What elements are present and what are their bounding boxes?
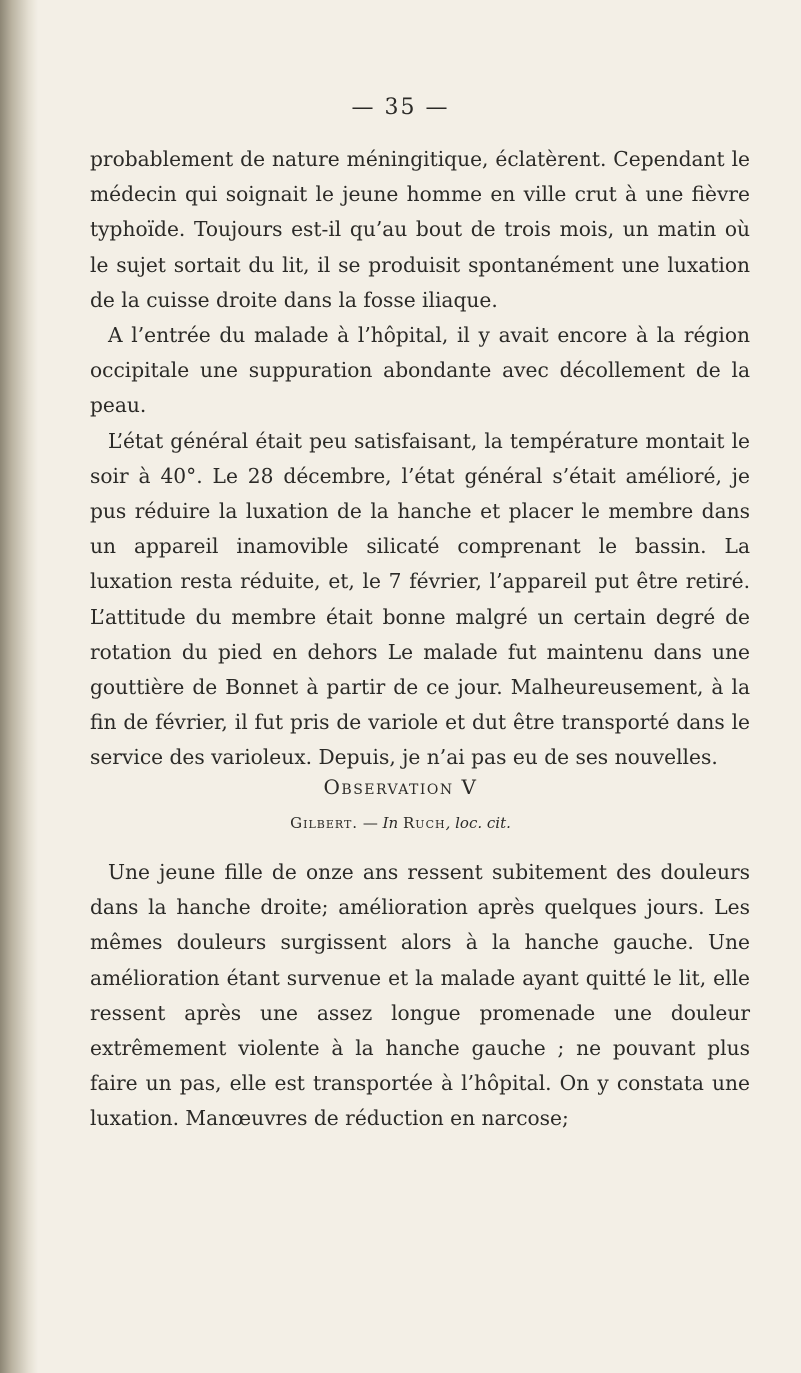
text-section-1 xyxy=(90,142,750,776)
reference-prefix: In xyxy=(382,814,399,832)
page-edge-shadow xyxy=(0,0,38,1373)
paragraph-4: Une jeune fille de onze ans ressent subitement des douleurs dans la hanche droite; amélioration après quelques jours. Les mêmes douleurs surgissent alors à la hanche gauche. Une amélioration étant survenue et la malade ayant quitté le lit, elle ressent après une assez longue promenade une douleur extrêmement violente à la hanche gauche ; ne pouvant plus faire un pas, elle est transportée à l’hôpital. On y constata une luxation. Manœuvres de réduction en narcose; xyxy=(90,860,750,1131)
paragraph-3: L’état général était peu satisfaisant, la température montait le soir à 40°. Le 28 décembre, l’état général s’était amélioré, je pus réduire la luxation de la hanche et placer le membre dans un appareil inamovible silicaté comprenant le bassin. La luxation resta réduite, et, le 7 février, l’appareil put être retiré. L’attitude du membre était bonne malgré un certain degré de rotation du pied en dehors Le malade fut maintenu dans une gouttière de Bonnet à partir de ce jour. Malheureusement, à la fin de février, il fut pris de variole et dut être transporté dans le service des varioleux. Depuis, je n’ai pas eu de ses nouvelles. xyxy=(90,428,750,770)
reference-dash: — xyxy=(358,814,383,832)
page-number: — 35 — xyxy=(351,95,450,120)
reference-source-name: Ruch xyxy=(403,814,446,832)
reference-suffix: , loc. cit. xyxy=(445,814,511,832)
observation-reference xyxy=(0,814,801,832)
paragraph-1: probablement de nature méningitique, éclatèrent. Cependant le médecin qui soignait le jeune homme en ville crut à une fièvre typhoïde. Toujours est-il qu’au bout de trois mois, un matin où le sujet sortait du lit, il se produisit spontanément une luxation de la cuisse droite dans la fosse iliaque. xyxy=(90,147,750,312)
text-section-2 xyxy=(90,855,750,1137)
reference-author: Gilbert. xyxy=(290,814,359,832)
observation-heading: Observation V xyxy=(323,775,478,799)
paragraph-2: A l’entrée du malade à l’hôpital, il y avait encore à la région occipitale une suppuration abondante avec décollement de la peau. xyxy=(90,323,750,418)
